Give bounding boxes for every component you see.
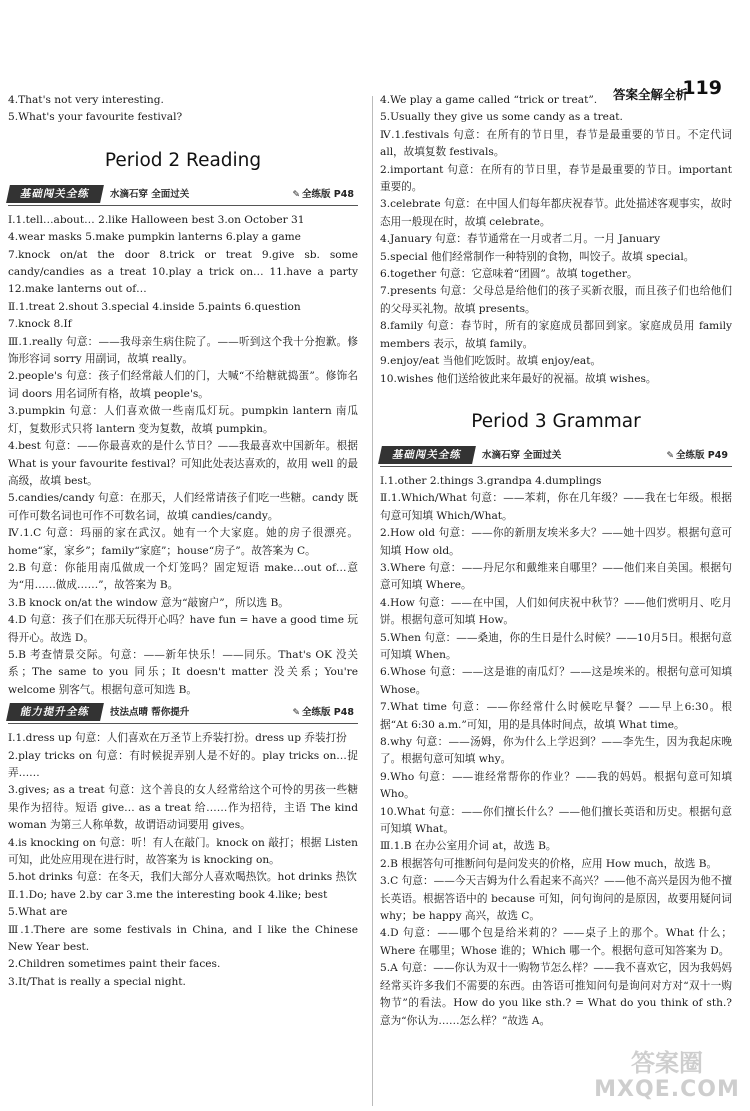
banner-reference bbox=[292, 704, 354, 722]
column-divider bbox=[372, 96, 373, 1106]
section-title-period-2: Period 2 Reading bbox=[104, 149, 262, 171]
banner-slogan: 水滴石穿 全面过关 bbox=[110, 188, 190, 200]
answer-line: Ⅳ.1.C 句意：玛丽的家在武汉。她有一个大家庭。她的房子很漂亮。home“家，家乡”；family“家庭”；house“房子”。故答案为 C。 bbox=[8, 527, 358, 557]
answer-line: 7.What time 句意：——你经常什么时候吃早餐？——早上6:30。根据“At 6:30 a.m.”可知，用的是具体时间点，故填 What time。 bbox=[380, 701, 732, 731]
answer-line: Ⅰ.1.other 2.things 3.grandpa 4.dumplings bbox=[380, 474, 602, 487]
answer-line: 4.D 句意：——哪个包是给米莉的？——桌子上的那个。What 什么；Where 在哪里；Whose 谁的；Which 哪一个。根据句意可知答案为 D。 bbox=[380, 927, 732, 957]
answer-line: 6.Whose 句意：——这是谁的南瓜灯？——这是埃米的。根据句意可知填 Whose。 bbox=[380, 666, 732, 696]
answer-line: 4.How 句意：——在中国，人们如何庆祝中秋节？——他们赏明月、吃月饼。根据句意可知填 How。 bbox=[380, 596, 732, 627]
answer-line: 5.A 句意：——你认为双十一购物节怎么样？——我不喜欢它，因为我妈妈经常买许多我们不需要的东西。由答语可推知问句是询问对方对“双十一购物节”的看法。How do you like sth.? = What do you think of sth.? 意为“你认为……怎么样？”故选 A。 bbox=[380, 962, 732, 1027]
answer-line: 5.candies/candy 句意：在那天，人们经常请孩子们吃一些糖。candy 既可作可数名词也可作不可数名词，故填 candies/candy。 bbox=[8, 492, 358, 522]
banner-tag: 能力提升全练 bbox=[6, 703, 104, 721]
answer-line: 10.What 句意：——你们擅长什么？——他们擅长英语和历史。根据句意可知填 What。 bbox=[380, 805, 732, 836]
answer-line: 2.important 句意：在所有的节日里，春节是最重要的节日。important 重要的。 bbox=[380, 163, 732, 194]
answer-line: 9.enjoy/eat 当他们吃饭时。故填 enjoy/eat。 bbox=[380, 355, 602, 368]
section-banner-basic bbox=[380, 446, 732, 467]
answer-line: 2.B 根据答句可推断问句是问发夹的价格，应用 How much，故选 B。 bbox=[380, 857, 718, 870]
banner-slogan: 技法点晴 帮你提升 bbox=[110, 707, 190, 719]
answer-line: 2.B 句意：你能用南瓜做成一个灯笼吗？固定短语 make…out of…意为“用……做成……”，故答案为 B。 bbox=[8, 561, 358, 592]
answer-line: Ⅲ.1.There are some festivals in China, and I like the Chinese New Year best. bbox=[8, 923, 358, 954]
watermark-line-2: MXQE.COM bbox=[594, 1077, 740, 1102]
answer-line: 5.What are bbox=[8, 906, 68, 919]
section-title-period-3: Period 3 Grammar bbox=[471, 410, 641, 432]
section-banner-basic bbox=[8, 185, 358, 206]
answer-line: Ⅱ.1.Which/What 句意：——苯莉，你在几年级？——我在七年级。根据句意可知填 Which/What。 bbox=[380, 492, 732, 522]
answer-line: 2.How old 句意：——你的新朋友埃米多大？——她十四岁。根据句意可知填 How old。 bbox=[380, 527, 732, 557]
answer-line: 8.why 句意：——汤姆，你为什么上学迟到？——李先生，因为我起床晚了。根据句意可知填 why。 bbox=[380, 736, 732, 766]
banner-tag: 基础闯关全练 bbox=[378, 446, 476, 464]
answer-line: 7.knock on/at the door 8.trick or treat 9.give sb. some candy/candies as a treat 10.play a trick on… 11.have a party 12.make lanterns out of… bbox=[8, 248, 358, 296]
answer-line: 9.Who 句意：——谁经常帮你的作业？——我的妈妈。根据句意可知填 Who。 bbox=[380, 770, 732, 801]
answer-line: 4.We play a game called “trick or treat”. bbox=[380, 94, 598, 106]
answer-line: 3.Where 句意：——丹尼尔和戴维来自哪里？——他们来自美国。根据句意可知填 Where。 bbox=[380, 561, 732, 592]
pencil-icon: ✎ bbox=[666, 450, 674, 461]
answer-line: Ⅱ.1.Do; have 2.by car 3.me the interesting book 4.like; best bbox=[8, 888, 328, 901]
page-number: 119 bbox=[682, 77, 722, 99]
banner-ref-text: 全练版 P48 bbox=[302, 188, 354, 200]
section-banner-advanced bbox=[8, 703, 358, 724]
pencil-icon: ✎ bbox=[292, 189, 300, 200]
answer-line: 2.play tricks on 句意：有时候捉弄别人是不好的。play tricks on…捉弄…… bbox=[8, 749, 358, 779]
right-column bbox=[380, 92, 732, 1030]
answer-line: Ⅰ.1.dress up 句意：人们喜欢在万圣节上乔装打扮。dress up 乔装打扮 bbox=[8, 732, 347, 745]
answer-line: 3.celebrate 句意：在中国人们每年都庆祝春节。此处描述客观事实，故时态用一般现在时，故填 celebrate。 bbox=[380, 198, 732, 228]
answer-line: 5.B 考查情景交际。句意：——新年快乐！——同乐。That's OK 没关系；The same to you 同乐；It doesn't matter 没关系；You're welcome 别客气。根据句意可知选 B。 bbox=[8, 648, 358, 696]
answer-line: 10.wishes 他们送给彼此来年最好的祝福。故填 wishes。 bbox=[380, 372, 657, 385]
answer-line: Ⅲ.1.really 句意：——我母亲生病住院了。——听到这个我十分抱歉。修饰形容词 sorry 用副词，故填 really。 bbox=[8, 335, 358, 366]
pencil-icon: ✎ bbox=[292, 708, 300, 719]
answer-line: 4.wear masks 5.make pumpkin lanterns 6.play a game bbox=[8, 231, 301, 244]
header-title: 答案全解全析 bbox=[612, 87, 688, 102]
answer-line: 5.special 他们经常制作一种特别的食物，叫饺子。故填 special。 bbox=[380, 250, 695, 263]
answer-line: 2.people's 句意：孩子们经常敲人们的门，大喊“不给糖就捣蛋”。修饰名词 doors 用名词所有格，故填 people's。 bbox=[8, 370, 358, 400]
answer-line: Ⅰ.1.tell…about… 2.like Halloween best 3.on October 31 bbox=[8, 213, 305, 226]
answer-line: Ⅳ.1.festivals 句意：在所有的节日里，春节是最重要的节日。不定代词 all，故填复数 festivals。 bbox=[380, 128, 732, 159]
answer-line: 5.hot drinks 句意：在冬天，我们大部分人喜欢喝热饮。hot drinks 热饮 bbox=[8, 871, 357, 884]
answer-line: 4.That's not very interesting. bbox=[8, 94, 164, 106]
answer-line: 5.Usually they give us some candy as a treat. bbox=[380, 111, 623, 124]
answer-line: 7.presents 句意：父母总是给他们的孩子买新衣服，而且孩子们也给他们的父母买礼物。故填 presents。 bbox=[380, 285, 732, 315]
answer-line: 3.C 句意：——今天吉姆为什么看起来不高兴？——他不高兴是因为他不擅长英语。根据答语中的 because 可知，问句询问的是原因，故要用疑问词 why；be happy 高兴，故选 C。 bbox=[380, 875, 732, 923]
answer-line: 4.D 句意：孩子们在那天玩得开心吗？have fun = have a good time 玩得开心。故选 D。 bbox=[8, 614, 358, 644]
answer-line: 3.B knock on/at the window 意为“敲窗户”，所以选 B。 bbox=[8, 596, 289, 609]
answer-line: 6.together 句意：它意味着“团圆”。故填 together。 bbox=[380, 268, 638, 281]
banner-ref-text: 全练版 P49 bbox=[676, 449, 728, 461]
answer-line: 3.It/That is really a special night. bbox=[8, 975, 186, 988]
answer-line: 4.is knocking on 句意：听！有人在敲门。knock on 敲打；根据 Listen 可知，此处应用现在进行时，故答案为 is knocking on。 bbox=[8, 836, 358, 867]
site-watermark bbox=[592, 1049, 742, 1107]
banner-ref-text: 全练版 P48 bbox=[302, 707, 354, 719]
answer-line: Ⅱ.1.treat 2.shout 3.special 4.inside 5.paints 6.question bbox=[8, 300, 301, 313]
answer-line: 8.family 句意：春节时，所有的家庭成员都回到家。家庭成员用 family members 表示，故填 family。 bbox=[380, 320, 732, 350]
watermark-line-1: 答案圈 bbox=[631, 1049, 703, 1077]
answer-line: 5.What's your favourite festival? bbox=[8, 111, 183, 124]
banner-slogan: 水滴石穿 全面过关 bbox=[482, 449, 562, 461]
answer-line: 2.Children sometimes paint their faces. bbox=[8, 958, 221, 971]
answer-line: 7.knock 8.If bbox=[8, 318, 72, 331]
answer-line: 4.best 句意：——你最喜欢的是什么节日？——我最喜欢中国新年。根据 What is your favourite festival？可知此处表达喜欢的，故用 well 的最高级，故填 best。 bbox=[8, 440, 358, 487]
answer-line: 3.gives; as a treat 句意：这个善良的女人经常给这个可怜的男孩一些糖果作为招待。短语 give… as a treat 给……作为招待，主语 The kind woman 为第三人称单数，故谓语动词要用 gives。 bbox=[8, 784, 358, 832]
banner-reference bbox=[666, 447, 728, 465]
left-column bbox=[8, 92, 358, 991]
answer-line: Ⅲ.1.B 在办公室用介词 at，故选 B。 bbox=[380, 840, 557, 853]
answer-line: 3.pumpkin 句意：人们喜欢做一些南瓜灯玩。pumpkin lantern 南瓜灯，复数形式只将 lantern 变为复数，故填 pumpkin。 bbox=[8, 405, 358, 435]
banner-reference bbox=[292, 186, 354, 204]
answer-line: 4.January 句意：春节通常在一月或者二月。一月 January bbox=[380, 233, 661, 246]
answer-line: 5.When 句意：——桑迪，你的生日是什么时候？——10月5日。根据句意可知填 When。 bbox=[380, 631, 732, 661]
banner-tag: 基础闯关全练 bbox=[6, 185, 104, 203]
